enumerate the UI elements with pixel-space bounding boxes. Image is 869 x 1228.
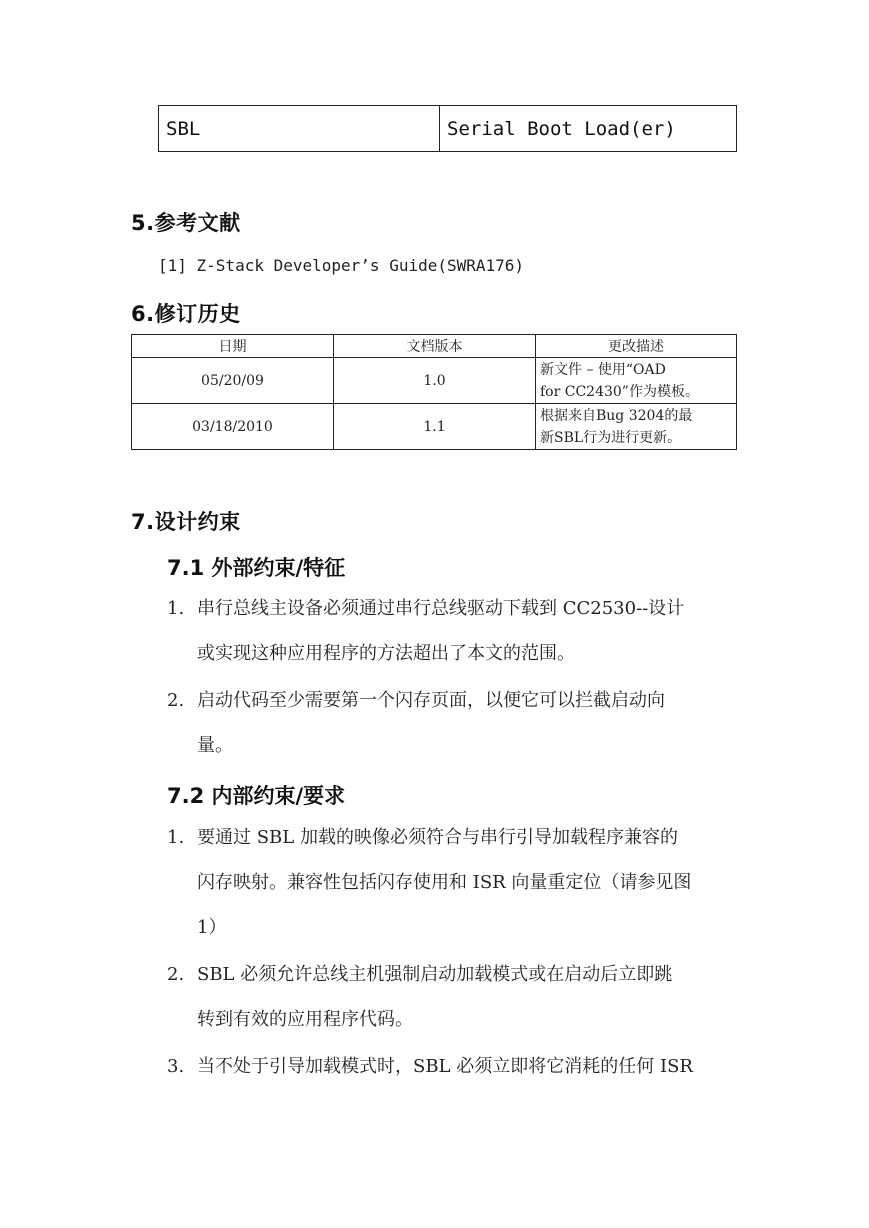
list-text: 当不处于引导加载模式时，SBL 必须立即将它消耗的任何 ISR	[197, 1056, 693, 1077]
list-text: 闪存映射。兼容性包括闪存使用和 ISR 向量重定位（请参见图	[197, 872, 692, 893]
list-item	[167, 952, 747, 1042]
cell-description	[536, 404, 737, 450]
list-text: SBL 必须允许总线主机强制启动加载模式或在启动后立即跳	[197, 964, 673, 985]
table-row	[132, 404, 737, 450]
table-header-row	[132, 335, 737, 358]
section6-heading: 6.修订历史	[131, 302, 241, 326]
desc-line: 根据来自Bug 3204的最	[540, 407, 693, 424]
list-item	[167, 815, 747, 950]
list-text: 量。	[197, 735, 233, 756]
list-number: 1.	[167, 598, 185, 619]
list-number: 3.	[167, 1056, 185, 1077]
desc-line: for CC2430”作为模板。	[540, 383, 699, 400]
list-number: 2.	[167, 690, 185, 711]
revision-history-table	[131, 334, 737, 450]
cell-date: 05/20/09	[132, 358, 334, 404]
reference-item: [1] Z-Stack Developer’s Guide(SWRA176)	[158, 256, 525, 275]
list-text: 启动代码至少需要第一个闪存页面，以便它可以拦截启动向	[197, 690, 665, 711]
abbr-definition: Serial Boot Load(er)	[440, 106, 737, 152]
cell-version: 1.1	[334, 404, 536, 450]
subsection-7-1-heading: 7.1 外部约束/特征	[167, 556, 346, 580]
section7-heading: 7.设计约束	[131, 510, 241, 534]
table-row	[159, 106, 737, 152]
col-header-date: 日期	[132, 335, 334, 358]
cell-version: 1.0	[334, 358, 536, 404]
list-number: 1.	[167, 827, 185, 848]
list-item	[167, 586, 747, 676]
list-item	[167, 678, 747, 768]
abbreviation-table	[158, 105, 737, 152]
list-text: 要通过 SBL 加载的映像必须符合与串行引导加载程序兼容的	[197, 827, 678, 848]
subsection-7-2-heading: 7.2 内部约束/要求	[167, 784, 346, 808]
col-header-description: 更改描述	[536, 335, 737, 358]
list-text: 转到有效的应用程序代码。	[197, 1009, 413, 1030]
cell-description	[536, 358, 737, 404]
cell-date: 03/18/2010	[132, 404, 334, 450]
desc-line: 新文件 – 使用“OAD	[540, 361, 666, 378]
list-number: 2.	[167, 964, 185, 985]
desc-line: 新SBL行为进行更新。	[540, 429, 682, 446]
abbr-term: SBL	[159, 106, 440, 152]
section5-heading: 5.参考文献	[131, 211, 241, 235]
col-header-version: 文档版本	[334, 335, 536, 358]
list-text: 1）	[197, 917, 227, 938]
table-row	[132, 358, 737, 404]
list-text: 串行总线主设备必须通过串行总线驱动下载到 CC2530--设计	[197, 598, 685, 619]
list-text: 或实现这种应用程序的方法超出了本文的范围。	[197, 643, 575, 664]
list-item	[167, 1044, 747, 1089]
